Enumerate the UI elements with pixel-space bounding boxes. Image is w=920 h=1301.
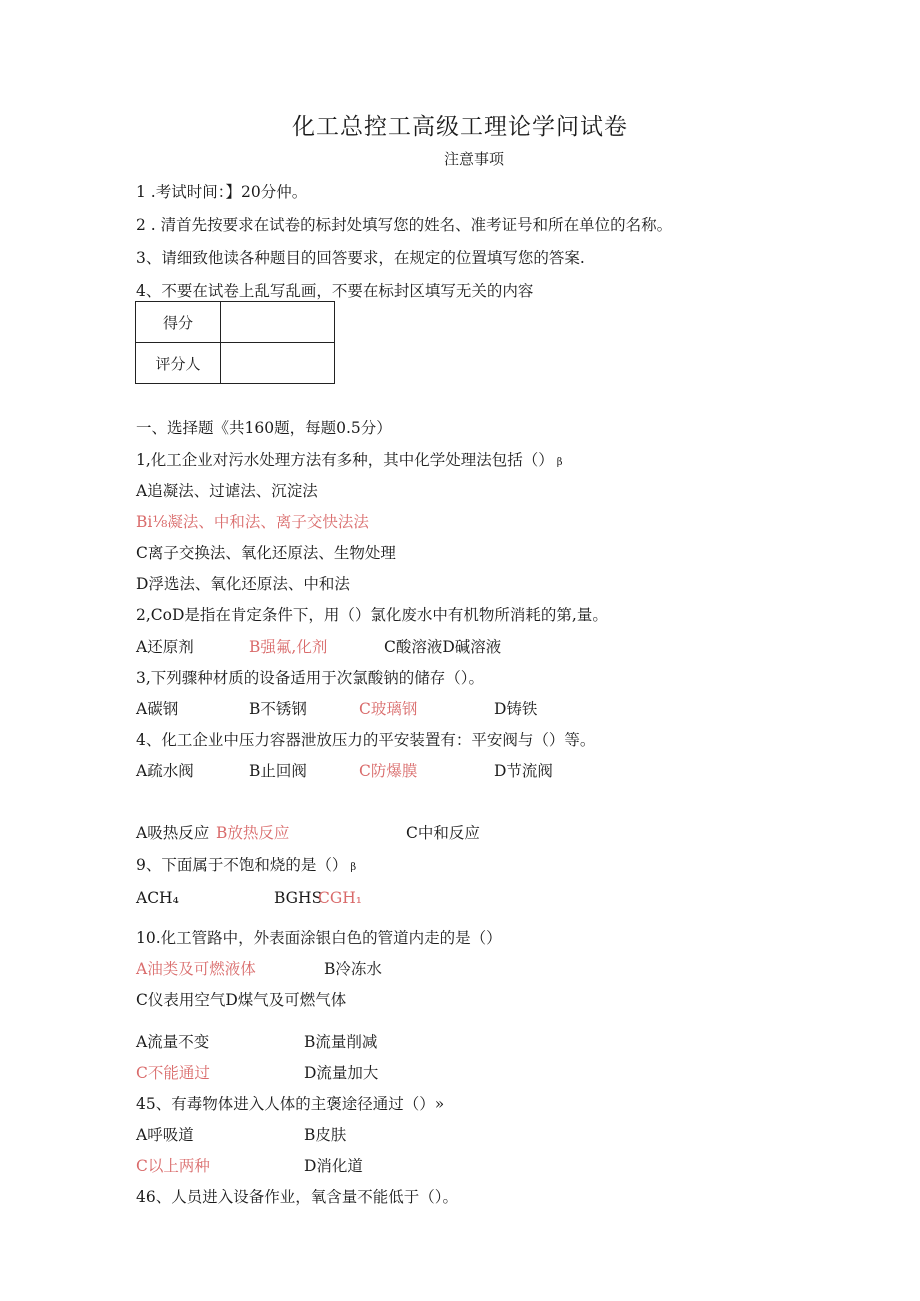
q45-option-d: D消化道 (304, 1157, 363, 1175)
q1-stem-text: 1,化工企业对污水处理方法有多种，其中化学处理法包括（） (136, 451, 554, 469)
q3-options (136, 699, 836, 719)
q45-option-b: B皮肤 (304, 1126, 347, 1144)
q-flow-option-a: A流量不变 (136, 1033, 210, 1051)
q-flow-options-ab (136, 1032, 836, 1052)
q9-option-b: BGHS (274, 889, 323, 907)
q2-option-b: B强氟,化剂 (249, 638, 328, 656)
q4-options (136, 761, 836, 781)
q3-option-a: A碳钢 (136, 700, 179, 718)
q-flow-option-c: C不能通过 (136, 1064, 210, 1082)
q1-option-b: Bi⅛凝法、中和法、离子交快法法 (136, 513, 369, 531)
page-title: 化工总控工高级工理论学问试卷 (292, 114, 628, 140)
q9-mark: β (350, 862, 357, 873)
q9-stem-text: 9、下面属于不饱和烧的是（） (136, 856, 348, 874)
q2-option-a: A还原剂 (136, 638, 194, 656)
q2-options (136, 637, 836, 657)
q1-stem (136, 450, 563, 473)
note-3: 3、请细致他读各种题目的回答要求，在规定的位置填写您的答案. (136, 249, 585, 267)
q1-option-d: D浮选法、氧化还原法、中和法 (136, 575, 350, 593)
q-flow-option-b: B流量削减 (304, 1033, 378, 1051)
q3-option-c: C玻璃钢 (359, 700, 418, 718)
q10-options-ab (136, 959, 836, 979)
q45-stem: 45、有毒物体进入人体的主褒途径通过（）» (136, 1095, 445, 1113)
q2-stem: 2,CoD是指在肯定条件下，用（）氯化废水中有机物所消耗的第,量。 (136, 606, 608, 624)
grader-label: 评分人 (136, 343, 221, 384)
q10-option-a: A油类及可燃液体 (136, 960, 256, 978)
note-1: 1 .考试时间：】20分仲。 (136, 183, 308, 201)
q4-option-b: B止回阀 (249, 762, 307, 780)
q-heat-option-b: B放热反应 (216, 824, 290, 842)
q1-option-a: A追凝法、过谑法、沉淀法 (136, 482, 318, 500)
q10-option-b: B冷冻水 (324, 960, 382, 978)
score-label: 得分 (136, 302, 221, 343)
q9-options (136, 888, 836, 908)
q-heat-options (136, 823, 836, 843)
q-flow-options-cd (136, 1063, 836, 1083)
q4-stem: 4、化工企业中压力容器泄放压力的平安装置有：平安阀与（）等。 (136, 731, 596, 749)
note-4: 4、不要在试卷上乱写乱画，不要在标封区填写无关的内容 (136, 282, 534, 300)
q3-option-d: D铸铁 (494, 700, 538, 718)
q45-option-c: C以上两种 (136, 1157, 210, 1175)
score-cell (221, 302, 335, 343)
q46-stem: 46、人员进入设备作业，氧含量不能低于（）。 (136, 1188, 458, 1206)
q9-stem (136, 855, 356, 878)
q4-option-d: D节流阀 (494, 762, 553, 780)
q9-option-a: ACH₄ (136, 889, 179, 907)
q-heat-option-c: C中和反应 (406, 824, 480, 842)
q10-stem: 10.化工管路中，外表面涂银白色的管道内走的是（） (136, 929, 502, 947)
q3-option-b: B不锈钢 (249, 700, 307, 718)
q-flow-option-d: D流量加大 (304, 1064, 379, 1082)
q4-option-c: C防爆膜 (359, 762, 418, 780)
q2-option-cd: C酸溶液D碱溶液 (384, 638, 502, 656)
q3-stem: 3,下列骤种材质的设备适用于次氯酸钠的储存（）。 (136, 669, 485, 687)
page-subtitle: 注意事项 (443, 150, 504, 168)
q10-option-cd: C仪表用空气D煤气及可燃气体 (136, 991, 347, 1009)
note-2: 2 . 清首先按要求在试卷的标封处填写您的姓名、准考证号和所在单位的名称。 (136, 216, 673, 234)
grader-cell (221, 343, 335, 384)
q1-mark: β (556, 457, 563, 468)
section-title: 一、选择题《共160题，每题0.5分） (136, 419, 392, 437)
score-table (135, 301, 335, 384)
q45-option-a: A呼吸道 (136, 1126, 194, 1144)
q45-options-ab (136, 1125, 836, 1145)
q4-option-a: A疏水阀 (136, 762, 194, 780)
q-heat-option-a: A吸热反应 (136, 824, 210, 842)
q9-option-c: CGH₁ (318, 889, 362, 907)
q45-options-cd (136, 1156, 836, 1176)
q1-option-c: C离子交换法、氧化还原法、生物处理 (136, 544, 396, 562)
